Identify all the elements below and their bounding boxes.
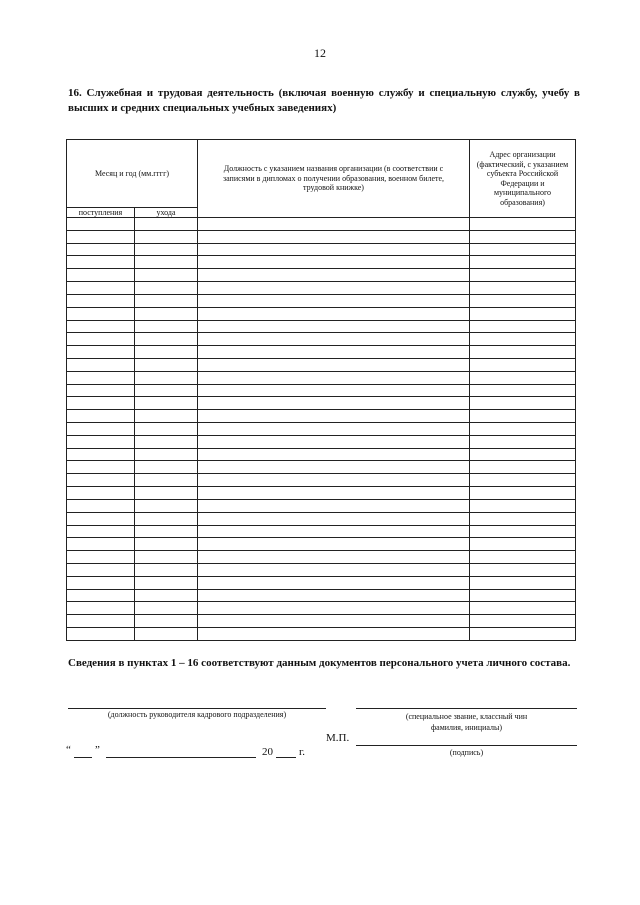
cell-position[interactable] [198,551,470,564]
cell-start-date[interactable] [67,320,135,333]
cell-address[interactable] [470,474,576,487]
cell-position[interactable] [198,346,470,359]
table-row [67,282,576,295]
cell-address[interactable] [470,230,576,243]
cell-end-date[interactable] [135,525,198,538]
cell-address[interactable] [470,346,576,359]
cell-start-date[interactable] [67,576,135,589]
cell-position[interactable] [198,358,470,371]
cell-end-date[interactable] [135,615,198,628]
table-row [67,358,576,371]
cell-address[interactable] [470,243,576,256]
cell-start-date[interactable] [67,423,135,436]
cell-start-date[interactable] [67,346,135,359]
cell-start-date[interactable] [67,602,135,615]
subheader-out: ухода [135,208,198,218]
cell-address[interactable] [470,423,576,436]
cell-address[interactable] [470,487,576,500]
cell-start-date[interactable] [67,256,135,269]
cell-start-date[interactable] [67,269,135,282]
table-row [67,230,576,243]
cell-end-date[interactable] [135,423,198,436]
table-row [67,487,576,500]
cell-position[interactable] [198,371,470,384]
cell-end-date[interactable] [135,499,198,512]
cell-position[interactable] [198,615,470,628]
date-close-quote: ” [95,744,100,756]
work-history-table [66,139,576,641]
cell-position[interactable] [198,461,470,474]
cell-address[interactable] [470,218,576,231]
cell-start-date[interactable] [67,218,135,231]
date-year-suffix: г. [299,746,306,758]
cell-position[interactable] [198,448,470,461]
header-address: Адрес организации (фактический, с указанием субъекта Российской Федерации и муниципального образования) [470,140,576,218]
cell-end-date[interactable] [135,474,198,487]
section-heading: 16. Служебная и трудовая деятельность (включая военную службу и специальную службу, учебу в высших и средних специальных учебных заведениях) [68,87,580,114]
cell-end-date[interactable] [135,282,198,295]
cell-position[interactable] [198,423,470,436]
cell-start-date[interactable] [67,307,135,320]
cell-address[interactable] [470,307,576,320]
cell-start-date[interactable] [67,512,135,525]
cell-start-date[interactable] [67,461,135,474]
cell-address[interactable] [470,384,576,397]
cell-address[interactable] [470,512,576,525]
cell-end-date[interactable] [135,346,198,359]
cell-position[interactable] [198,435,470,448]
cell-position[interactable] [198,410,470,423]
cell-position[interactable] [198,307,470,320]
cell-address[interactable] [470,525,576,538]
cell-end-date[interactable] [135,294,198,307]
cell-start-date[interactable] [67,243,135,256]
cell-position[interactable] [198,269,470,282]
table-row [67,218,576,231]
cell-start-date[interactable] [67,435,135,448]
cell-start-date[interactable] [67,615,135,628]
cell-position[interactable] [198,576,470,589]
cell-start-date[interactable] [67,294,135,307]
cell-position[interactable] [198,499,470,512]
table-row [67,410,576,423]
cell-start-date[interactable] [67,499,135,512]
cell-end-date[interactable] [135,448,198,461]
cell-end-date[interactable] [135,576,198,589]
table-row [67,538,576,551]
cell-address[interactable] [470,397,576,410]
cell-end-date[interactable] [135,538,198,551]
cell-address[interactable] [470,294,576,307]
table-row [67,423,576,436]
table-row [67,256,576,269]
cell-address[interactable] [470,538,576,551]
cell-position[interactable] [198,384,470,397]
date-open-quote: “ [66,744,71,756]
cell-start-date[interactable] [67,628,135,641]
cell-end-date[interactable] [135,307,198,320]
cell-position[interactable] [198,282,470,295]
cell-end-date[interactable] [135,371,198,384]
cell-start-date[interactable] [67,384,135,397]
cell-end-date[interactable] [135,243,198,256]
cell-address[interactable] [470,435,576,448]
cell-address[interactable] [470,282,576,295]
cell-address[interactable] [470,563,576,576]
header-position: Должность с указанием названия организации (в соответствии с записями в дипломах о получении образования, военном билете, трудовой книжке) [198,140,470,218]
cell-start-date[interactable] [67,589,135,602]
cell-end-date[interactable] [135,256,198,269]
cell-address[interactable] [470,576,576,589]
cell-start-date[interactable] [67,282,135,295]
cell-end-date[interactable] [135,589,198,602]
statement-text: Сведения в пунктах 1 – 16 соответствуют данным документов персонального учета личного состава. [68,657,571,669]
cell-end-date[interactable] [135,563,198,576]
table-row [67,551,576,564]
cell-position[interactable] [198,474,470,487]
cell-start-date[interactable] [67,551,135,564]
table-row [67,461,576,474]
table-row [67,346,576,359]
table-row [67,435,576,448]
cell-start-date[interactable] [67,410,135,423]
cell-end-date[interactable] [135,320,198,333]
subheader-in: поступления [67,208,135,218]
cell-address[interactable] [470,499,576,512]
table-row [67,384,576,397]
cell-start-date[interactable] [67,333,135,346]
cell-end-date[interactable] [135,628,198,641]
table-row [67,499,576,512]
cell-address[interactable] [470,589,576,602]
cell-start-date[interactable] [67,487,135,500]
table-header-row [67,140,576,208]
table-row [67,512,576,525]
cell-position[interactable] [198,230,470,243]
table-row [67,320,576,333]
cell-position[interactable] [198,320,470,333]
cell-end-date[interactable] [135,358,198,371]
header-month-year: Месяц и год (мм.гггг) [67,140,198,208]
date-year-prefix: 20 [262,746,273,758]
cell-position[interactable] [198,333,470,346]
cell-position[interactable] [198,487,470,500]
table-row [67,397,576,410]
cell-position[interactable] [198,525,470,538]
cell-address[interactable] [470,371,576,384]
table-row [67,294,576,307]
table-row [67,243,576,256]
cell-position[interactable] [198,602,470,615]
cell-position[interactable] [198,512,470,525]
date-year-line[interactable] [276,757,296,758]
page-number: 12 [314,46,326,60]
cell-end-date[interactable] [135,333,198,346]
cell-position[interactable] [198,589,470,602]
cell-start-date[interactable] [67,397,135,410]
cell-address[interactable] [470,448,576,461]
cell-address[interactable] [470,410,576,423]
cell-end-date[interactable] [135,602,198,615]
cell-address[interactable] [470,358,576,371]
cell-address[interactable] [470,602,576,615]
table-row [67,576,576,589]
cell-start-date[interactable] [67,538,135,551]
cell-address[interactable] [470,320,576,333]
table-row [67,371,576,384]
table-row [67,474,576,487]
rank-name-line[interactable] [356,708,577,709]
table-row [67,448,576,461]
table-row [67,602,576,615]
table-row [67,615,576,628]
cell-end-date[interactable] [135,487,198,500]
cell-end-date[interactable] [135,435,198,448]
cell-position[interactable] [198,218,470,231]
cell-end-date[interactable] [135,397,198,410]
table-row [67,333,576,346]
cell-position[interactable] [198,563,470,576]
cell-start-date[interactable] [67,563,135,576]
cell-start-date[interactable] [67,371,135,384]
cell-start-date[interactable] [67,448,135,461]
position-caption: (должность руководителя кадрового подразделения) [107,710,287,719]
cell-start-date[interactable] [67,525,135,538]
cell-end-date[interactable] [135,230,198,243]
date-day-line[interactable] [74,757,92,758]
cell-end-date[interactable] [135,461,198,474]
cell-end-date[interactable] [135,384,198,397]
cell-address[interactable] [470,333,576,346]
rank-caption-2: фамилия, инициалы) [430,723,503,732]
cell-address[interactable] [470,615,576,628]
cell-address[interactable] [470,628,576,641]
cell-end-date[interactable] [135,410,198,423]
table-row [67,269,576,282]
table-row [67,589,576,602]
cell-end-date[interactable] [135,512,198,525]
cell-end-date[interactable] [135,551,198,564]
signature-line[interactable] [356,745,577,746]
rank-caption-1: (специальное звание, классный чин [405,712,528,721]
cell-address[interactable] [470,256,576,269]
signature-caption: (подпись) [449,748,484,757]
position-line[interactable] [68,708,326,709]
cell-end-date[interactable] [135,269,198,282]
cell-address[interactable] [470,551,576,564]
table-row [67,525,576,538]
table-row [67,628,576,641]
cell-start-date[interactable] [67,230,135,243]
cell-position[interactable] [198,294,470,307]
cell-end-date[interactable] [135,218,198,231]
cell-start-date[interactable] [67,474,135,487]
cell-position[interactable] [198,256,470,269]
cell-start-date[interactable] [67,358,135,371]
date-month-line[interactable] [106,757,256,758]
cell-position[interactable] [198,628,470,641]
table-row [67,307,576,320]
table-row [67,563,576,576]
cell-address[interactable] [470,461,576,474]
cell-position[interactable] [198,397,470,410]
cell-address[interactable] [470,269,576,282]
cell-position[interactable] [198,243,470,256]
stamp-place-label: М.П. [326,732,350,744]
cell-position[interactable] [198,538,470,551]
